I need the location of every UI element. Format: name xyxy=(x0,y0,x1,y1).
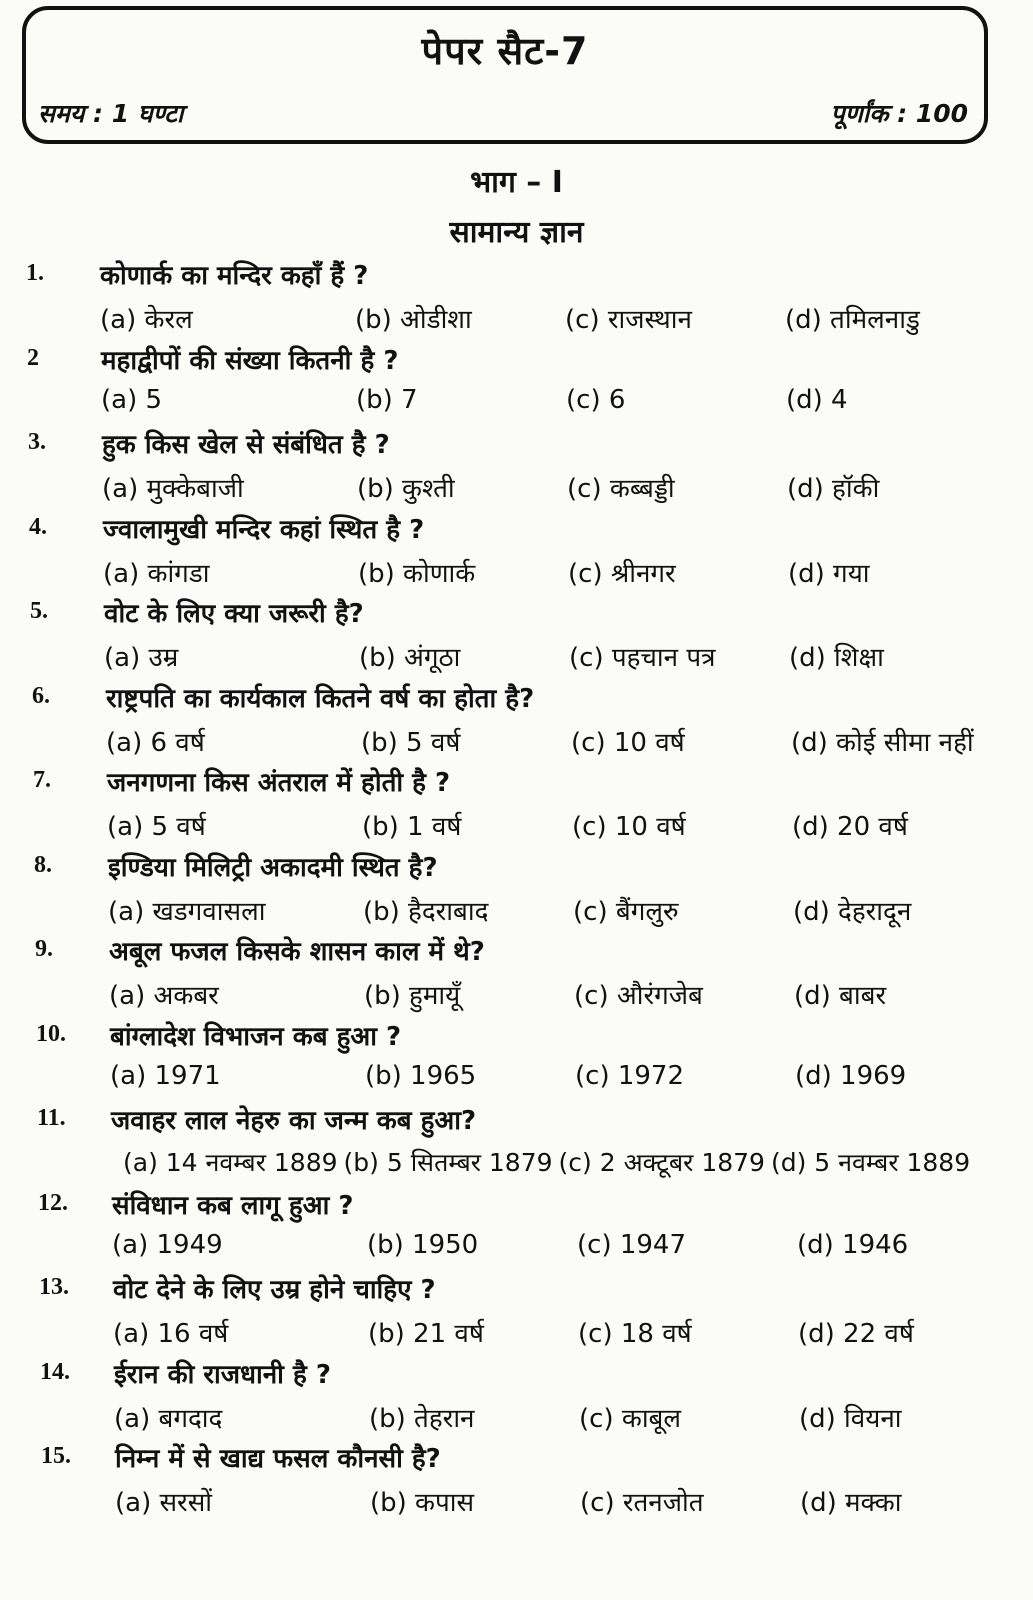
answer-option: (b) हैदराबाद xyxy=(363,896,489,927)
answer-option: (d) तमिलनाडु xyxy=(785,305,920,335)
answer-option: (d) 1969 xyxy=(795,1060,907,1091)
answer-option: (c) औरंगजेब xyxy=(574,981,703,1011)
question-item xyxy=(0,423,1033,509)
question-text: ज्वालामुखी मन्दिर कहां स्थित है ? xyxy=(103,514,425,545)
time-duration: समय : 1 घण्टा xyxy=(38,99,184,128)
answer-option: (a) 14 नवम्बर 1889 xyxy=(123,1148,338,1177)
answer-option: (c) 18 वर्ष xyxy=(578,1319,692,1349)
answer-option: (b) कुश्ती xyxy=(357,474,455,504)
question-number: 6. xyxy=(32,682,50,709)
answer-option: (c) श्रीनगर xyxy=(568,558,676,589)
answer-option: (d) 4 xyxy=(786,384,848,415)
answer-option: (a) खडगवासला xyxy=(108,896,266,927)
question-text: इण्डिया मिलिट्री अकादमी स्थित है? xyxy=(108,852,438,883)
answer-option: (d) गया xyxy=(788,558,870,589)
answer-option: (c) 2 अक्टूबर 1879 xyxy=(558,1148,765,1177)
question-item xyxy=(0,592,1033,678)
answer-option: (d) शिक्षा xyxy=(789,643,884,673)
question-item xyxy=(0,508,1033,594)
answer-option: (a) 1971 xyxy=(110,1060,221,1091)
question-text: हुक किस खेल से संबंधित है ? xyxy=(102,430,390,460)
question-item xyxy=(0,1099,1033,1185)
question-item xyxy=(0,761,1033,847)
question-number: 8. xyxy=(34,851,52,878)
answer-option: (a) कांगडा xyxy=(103,558,210,589)
question-number: 10. xyxy=(36,1020,66,1047)
answer-option: (a) केरल xyxy=(100,305,193,335)
question-number: 15. xyxy=(41,1443,71,1469)
answer-option: (c) 10 वर्ष xyxy=(572,812,686,842)
question-number: 1. xyxy=(26,260,44,286)
question-number: 5. xyxy=(30,598,48,624)
answer-option: (d) वियना xyxy=(799,1403,902,1434)
answer-option: (b) 1 वर्ष xyxy=(362,812,462,842)
answer-option: (a) 1949 xyxy=(112,1229,223,1260)
paper-title: पेपर सैट-7 xyxy=(421,29,589,73)
answer-option: (b) 5 सितम्बर 1879 xyxy=(343,1148,553,1177)
answer-option: (d) 20 वर्ष xyxy=(792,812,908,842)
question-item xyxy=(0,254,1033,340)
answer-option: (a) 5 वर्ष xyxy=(107,812,206,842)
question-number: 4. xyxy=(29,513,47,540)
answer-option: (c) 1972 xyxy=(575,1060,685,1091)
question-item xyxy=(0,1268,1033,1354)
part-heading: भाग – I xyxy=(470,165,563,200)
answer-option: (c) कब्बड्डी xyxy=(567,474,675,504)
question-number: 13. xyxy=(39,1274,69,1300)
answer-option: (b) 1965 xyxy=(365,1060,477,1091)
question-item xyxy=(0,1015,1033,1101)
answer-option: (a) 6 वर्ष xyxy=(106,727,205,758)
answer-option: (a) सरसों xyxy=(115,1488,213,1518)
answer-option: (a) मुक्केबाजी xyxy=(102,474,244,504)
question-item xyxy=(0,677,1033,763)
answer-option: (a) 16 वर्ष xyxy=(113,1319,229,1349)
answer-option: (b) 5 वर्ष xyxy=(361,727,461,758)
answer-option: (d) 22 वर्ष xyxy=(798,1319,914,1349)
answer-option: (b) तेहरान xyxy=(369,1403,475,1434)
answer-option: (b) कपास xyxy=(370,1488,475,1518)
question-number: 2 xyxy=(27,344,39,371)
question-text: ईरान की राजधानी है ? xyxy=(114,1359,331,1390)
answer-option: (b) 21 वर्ष xyxy=(368,1319,484,1349)
question-item xyxy=(0,846,1033,932)
question-text: निम्न में से खाद्य फसल कौनसी है? xyxy=(115,1444,441,1474)
answer-option: (c) 1947 xyxy=(577,1229,687,1260)
question-number: 14. xyxy=(40,1358,70,1385)
question-text: कोणार्क का मन्दिर कहाँ हैं ? xyxy=(100,261,369,291)
question-text: बांग्लादेश विभाजन कब हुआ ? xyxy=(110,1021,402,1052)
answer-option: (b) अंगूठा xyxy=(359,643,461,673)
answer-option: (c) 10 वर्ष xyxy=(571,727,685,758)
question-number: 7. xyxy=(33,767,51,793)
paper-header-box xyxy=(22,6,988,144)
answer-option: (c) बैंगलुरु xyxy=(573,896,679,927)
answer-option: (a) 5 xyxy=(101,384,163,415)
answer-option: (d) 5 नवम्बर 1889 xyxy=(770,1148,971,1177)
question-number: 12. xyxy=(38,1189,68,1216)
answer-option: (d) 1946 xyxy=(797,1229,909,1260)
subject-heading: सामान्य ज्ञान xyxy=(449,215,584,250)
answer-option: (a) अकबर xyxy=(109,981,219,1011)
question-text: जवाहर लाल नेहरु का जन्म कब हुआ? xyxy=(111,1106,477,1136)
question-item xyxy=(0,1184,1033,1270)
answer-option: (b) कोणार्क xyxy=(358,558,476,589)
answer-option: (b) ओडीशा xyxy=(355,305,472,335)
answer-option: (c) काबूल xyxy=(579,1403,682,1434)
total-marks: पूर्णांक : 100 xyxy=(830,99,968,128)
answer-option: (b) हुमायूँ xyxy=(364,981,461,1011)
answer-option: (d) हॉकी xyxy=(787,474,880,504)
answer-option: (a) बगदाद xyxy=(114,1403,223,1434)
option-row xyxy=(123,1145,976,1179)
answer-option: (d) देहरादून xyxy=(793,896,912,927)
question-text: जनगणना किस अंतराल में होती है ? xyxy=(107,768,451,798)
question-text: अबूल फजल किसके शासन काल में थे? xyxy=(109,937,485,967)
answer-option: (c) राजस्थान xyxy=(565,305,692,335)
question-item xyxy=(0,1353,1033,1439)
answer-option: (d) बाबर xyxy=(794,981,887,1011)
question-number: 3. xyxy=(28,429,46,455)
answer-option: (c) पहचान पत्र xyxy=(569,643,716,673)
answer-option: (b) 1950 xyxy=(367,1229,479,1260)
question-text: महाद्वीपों की संख्या कितनी है ? xyxy=(101,345,399,376)
answer-option: (b) 7 xyxy=(356,384,418,415)
question-text: वोट के लिए क्या जरूरी है? xyxy=(104,599,364,629)
question-item xyxy=(0,1437,1033,1523)
answer-option: (c) 6 xyxy=(566,384,626,415)
question-number: 9. xyxy=(35,936,53,962)
answer-option: (d) कोई सीमा नहीं xyxy=(791,727,974,758)
question-item xyxy=(0,339,1033,425)
answer-option: (a) उम्र xyxy=(104,643,179,673)
question-number: 11. xyxy=(37,1105,66,1131)
question-text: वोट देने के लिए उम्र होने चाहिए ? xyxy=(113,1275,436,1305)
answer-option: (c) रतनजोत xyxy=(580,1488,704,1518)
question-text: राष्ट्रपति का कार्यकाल कितने वर्ष का होता है? xyxy=(106,683,535,714)
answer-option: (d) मक्का xyxy=(800,1488,902,1518)
question-item xyxy=(0,930,1033,1016)
question-text: संविधान कब लागू हुआ ? xyxy=(112,1190,354,1221)
